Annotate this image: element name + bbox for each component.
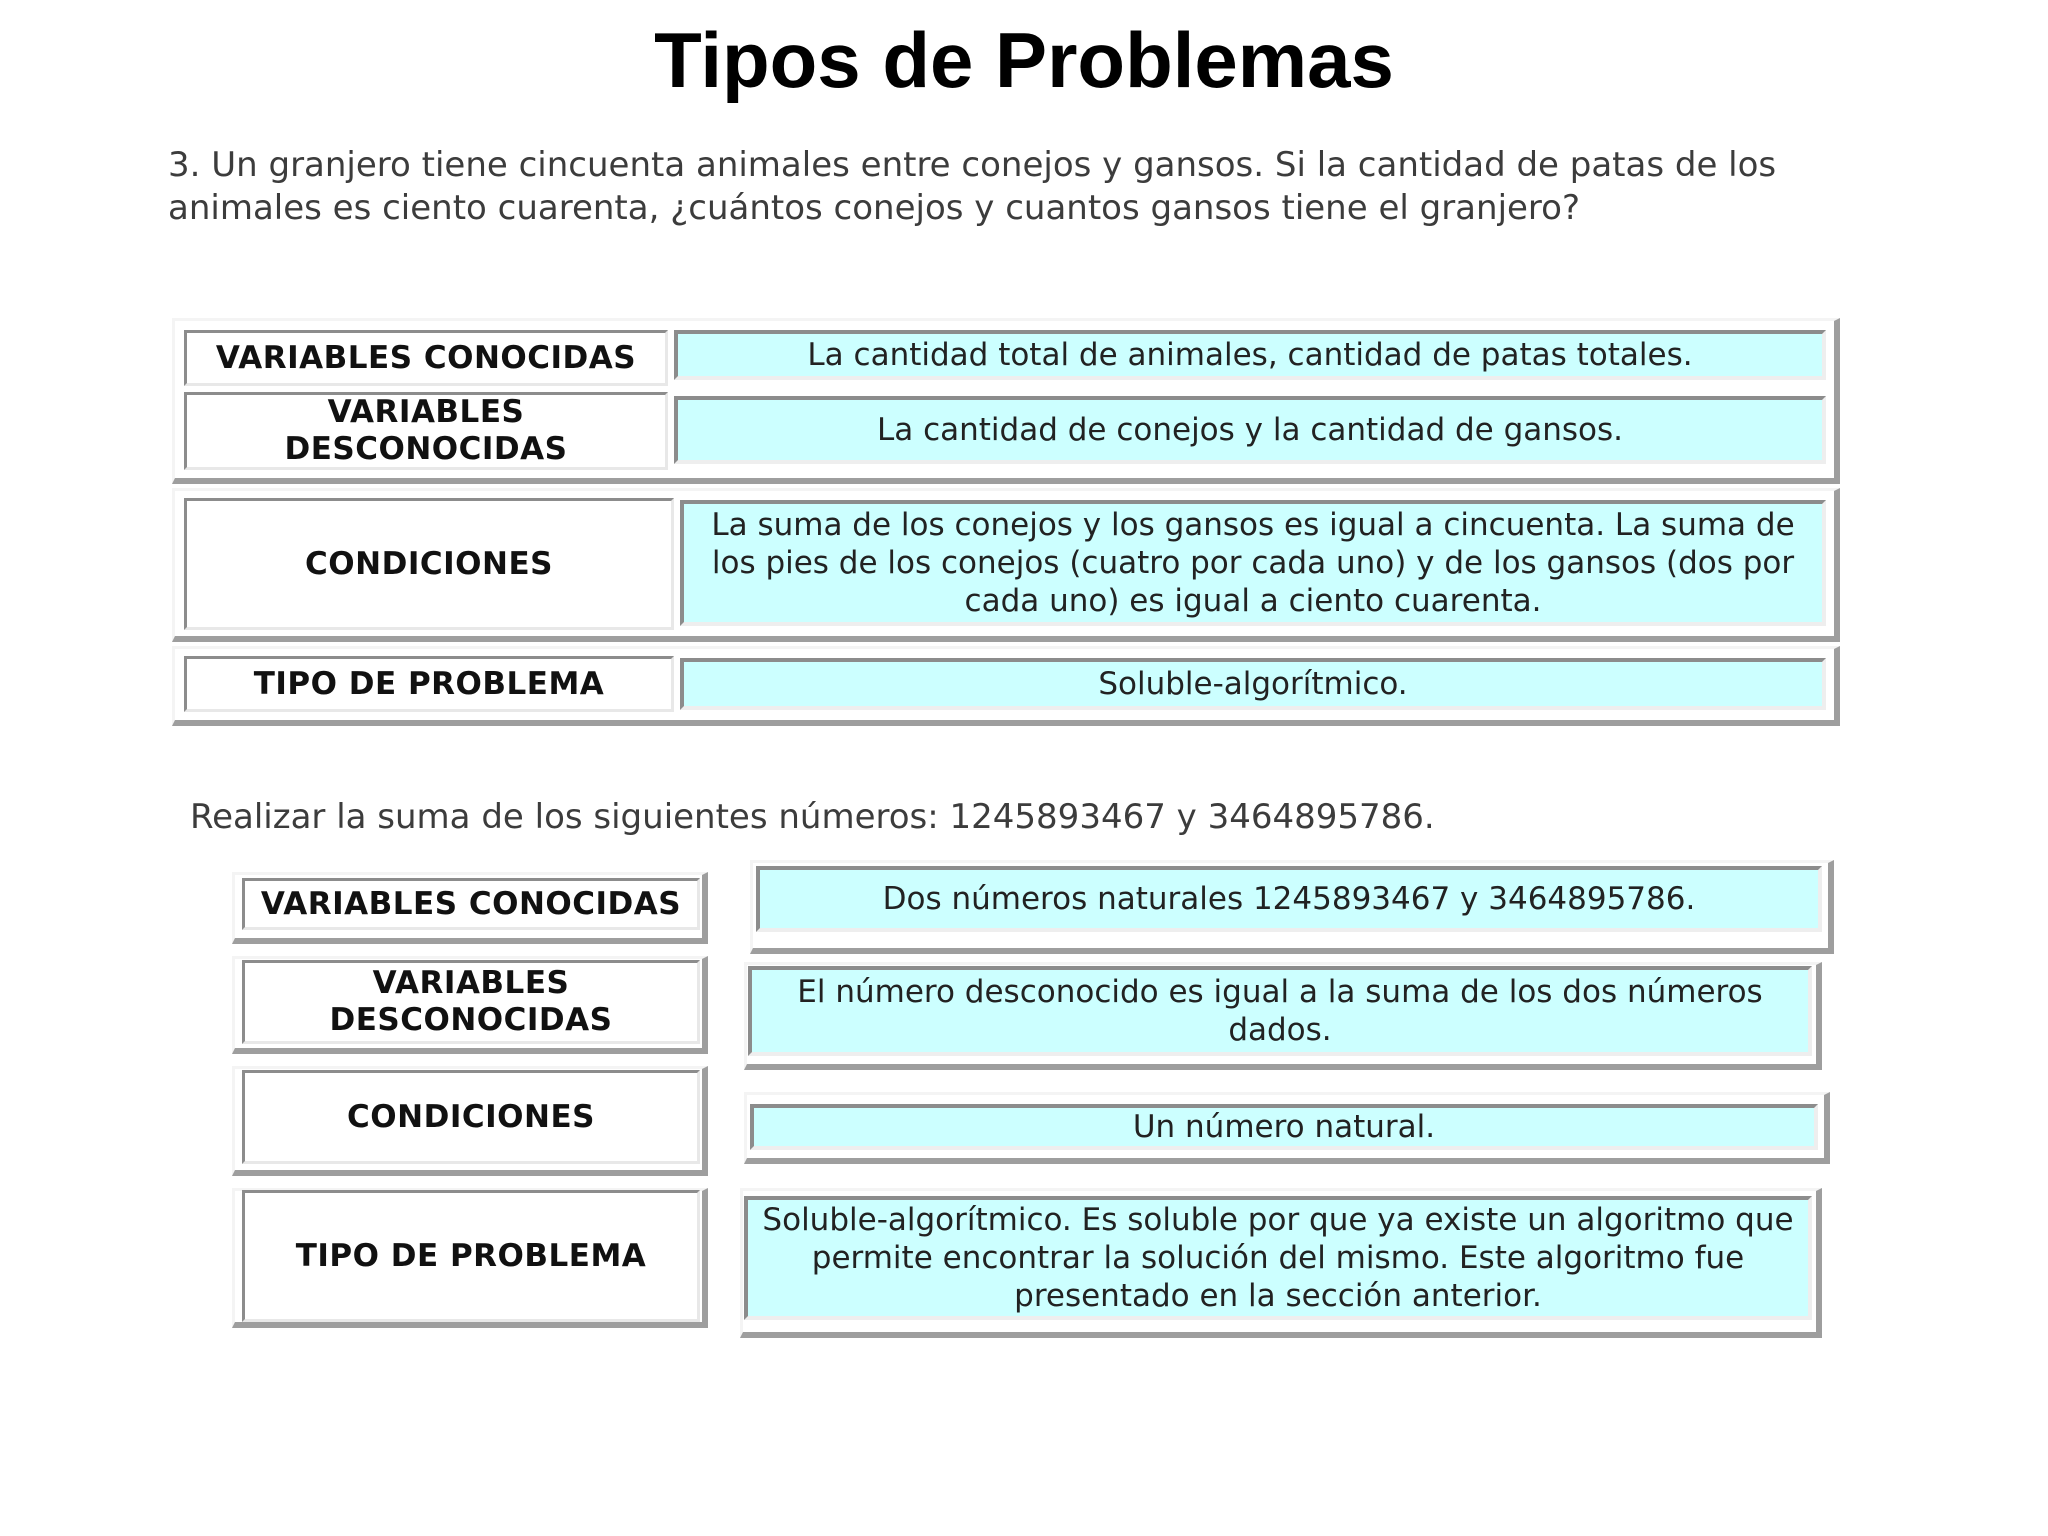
problem-1-value-condiciones: La suma de los conejos y los gansos es igual a cincuenta. La suma de los pies de los conejos (cuatro por cada uno) y de los gansos (dos por cada uno) es igual a ciento cuarenta. [680, 500, 1826, 626]
problem-2-value-variables-desconocidas: El número desconocido es igual a la suma de los dos números dados. [748, 966, 1812, 1056]
problem-1-value-tipo-de-problema: Soluble-algorítmico. [680, 658, 1826, 710]
problem-1-value-variables-conocidas: La cantidad total de animales, cantidad de patas totales. [674, 330, 1826, 380]
problem-1-label-condiciones: CONDICIONES [184, 498, 674, 630]
problem-1-label-variables-conocidas: VARIABLES CONOCIDAS [184, 330, 668, 386]
problem-1-statement: 3. Un granjero tiene cincuenta animales entre conejos y gansos. Si la cantidad de patas de los animales es ciento cuarenta, ¿cuántos conejos y cuantos gansos tiene el granjero? [168, 145, 1777, 228]
problem-1-label-variables-desconocidas: VARIABLES DESCONOCIDAS [184, 392, 668, 470]
problem-2-label-tipo-de-problema: TIPO DE PROBLEMA [242, 1190, 700, 1322]
problem-2-label-condiciones: CONDICIONES [242, 1070, 700, 1164]
problem-2-value-condiciones: Un número natural. [750, 1104, 1818, 1150]
problem-2-statement: Realizar la suma de los siguientes números: 1245893467 y 3464895786. [190, 797, 1435, 837]
problem-1-value-variables-desconocidas: La cantidad de conejos y la cantidad de gansos. [674, 396, 1826, 464]
page-title: Tipos de Problemas [654, 16, 1394, 104]
problem-2-label-variables-conocidas: VARIABLES CONOCIDAS [242, 878, 700, 930]
problem-2-value-variables-conocidas: Dos números naturales 1245893467 y 3464895786. [756, 866, 1822, 932]
problem-2-value-tipo-de-problema: Soluble-algorítmico. Es soluble por que ya existe un algoritmo que permite encontrar la solución del mismo. Este algoritmo fue presentado en la sección anterior. [744, 1196, 1812, 1320]
problem-1-label-tipo-de-problema: TIPO DE PROBLEMA [184, 656, 674, 712]
problem-2-label-variables-desconocidas: VARIABLES DESCONOCIDAS [242, 960, 700, 1044]
